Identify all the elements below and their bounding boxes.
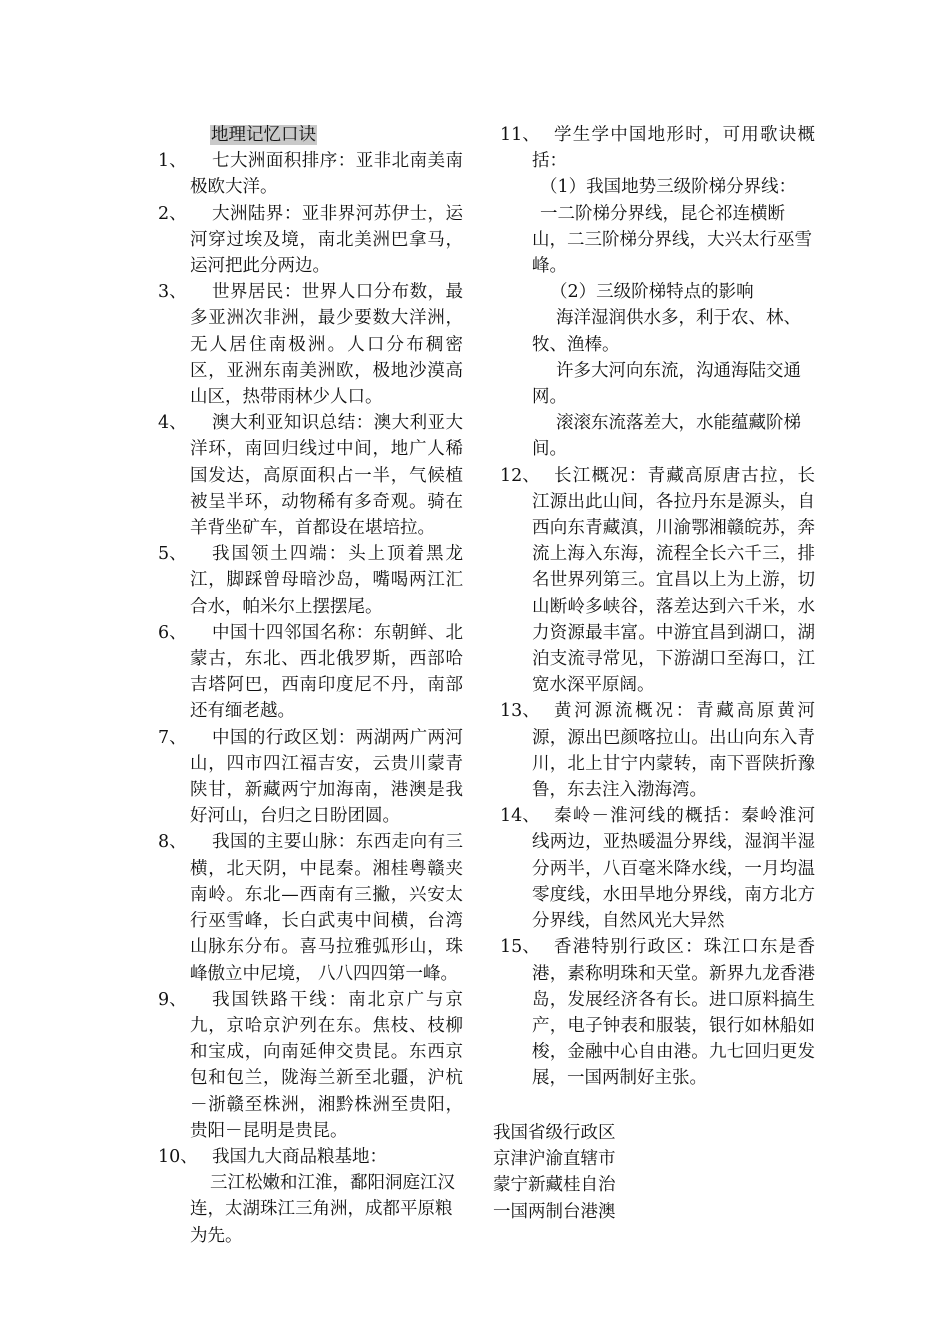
item-number: 6、 (158, 622, 187, 643)
item-number: 14、 (500, 806, 540, 827)
item-number: 12、 (500, 465, 540, 486)
item-number: 3、 (158, 282, 187, 303)
sub2-line: 滚滚东流落差大，水能蕴藏阶梯间。 (532, 413, 801, 460)
page-title: 地理记忆口诀 (211, 125, 316, 145)
item-text: 黄河源流概况：青藏高原黄河源，源出巴颜喀拉山。出山向东入青川，北上甘宁内蒙转，南下晋陕折豫鲁，东去注入渤海湾。 (532, 701, 815, 801)
list-item (500, 463, 815, 699)
left-column (158, 122, 463, 1249)
sub1-heading: （1）我国地势三级阶梯分界线： (540, 177, 797, 198)
item-text: 世界居民：世界人口分布数，最多亚洲次非洲，最少要数大洋洲，无人居住南极洲。人口分布稠密区，亚洲东南美洲欧，极地沙漠高山区，热带雨林少人口。 (190, 282, 463, 408)
item-number: 11、 (500, 125, 540, 145)
list-item (158, 148, 463, 200)
list-item (158, 725, 463, 830)
province-list (493, 1120, 616, 1225)
item-text: 长江概况：青藏高原唐古拉，长江源出此山间，各拉丹东是源头，自西向东青藏滇，川渝鄂湘赣皖苏，奔流上海入东海，流程全长六千三，排名世界列第三。宜昌以上为上游，切山断岭多峡谷，落差达到六千米，水力资源最丰富。中游宜昌到湖口，湖泊支流寻常见，下游湖口至海口，江宽水深平原阔。 (532, 465, 815, 696)
sub2-heading: （2）三级阶梯特点的影响 (550, 282, 754, 303)
list-item (158, 201, 463, 280)
list-item-10 (158, 1144, 463, 1170)
sub2-line: 许多大河向东流，沟通海陆交通网。 (532, 360, 801, 408)
right-item-list (500, 463, 815, 1092)
list-item (500, 698, 815, 803)
sub1-text: 一二阶梯分界线，昆仑祁连横断山，二三阶梯分界线，大兴太行巫雪峰。 (532, 203, 812, 277)
province-line: 蒙宁新藏桂自治 (493, 1175, 616, 1196)
item-text: 中国的行政区划：两湖两广两河山，四市四江福吉安，云贵川蒙青陕甘，新藏两宁加海南，港澳是我好河山，台归之日盼团圆。 (190, 727, 463, 827)
sub2-list (500, 305, 815, 462)
right-column (500, 122, 815, 1092)
item-heading: 我国九大商品粮基地： (212, 1146, 387, 1167)
province-lines (493, 1146, 616, 1225)
left-item-list (158, 148, 463, 1144)
item-10-text: 三江松嫩和江淮，鄱阳洞庭江汉连，太湖珠江三角洲，成都平原粮为先。 (190, 1173, 455, 1246)
item-text: 我国的主要山脉：东西走向有三横，北天阴，中昆秦。湘桂粤赣夹南岭。东北—西南有三撇，兴安太行巫雪峰，长白武夷中间横，台湾山脉东分布。喜马拉雅弧形山，珠峰傲立中尼境， 八八四四第一峰。 (190, 832, 463, 984)
item-number: 10、 (158, 1146, 198, 1167)
list-item (500, 934, 815, 1091)
province-line: 一国两制台港澳 (493, 1201, 616, 1222)
list-item-11 (500, 122, 815, 174)
item-text: 香港特别行政区：珠江口东是香港，素称明珠和天堂。新界九龙香港岛，发展经济各有长。进口原料搞生产，电子钟表和服装，银行如林船如梭，金融中心自由港。九七回归更发展，一国两制好主张。 (532, 937, 815, 1089)
item-number: 4、 (158, 413, 187, 434)
sub2-line: 海洋湿润供水多，利于农、林、牧、渔棒。 (532, 308, 801, 355)
item-text: 澳大利亚知识总结：澳大利亚大洋环，南回归线过中间，地广人稀国发达，高原面积占一半，气候植被呈半环，动物稀有多奇观。骑在羊背坐矿车，首都设在堪培拉。 (190, 413, 463, 539)
item-number: 13、 (500, 701, 540, 722)
item-text: 学生学中国地形时，可用歌诀概括： (532, 125, 815, 172)
item-text: 我国铁路干线：南北京广与京九，京哈京沪列在东。焦枝、枝柳和宝成，向南延伸交贵昆。东西京包和包兰，陇海兰新至北疆，沪杭－浙赣至株洲，湘黔株洲至贵阳，贵阳－昆明是贵昆。 (190, 989, 463, 1141)
item-number: 15、 (500, 937, 540, 958)
list-item (158, 987, 463, 1144)
list-item (158, 279, 463, 410)
province-heading: 我国省级行政区 (493, 1123, 616, 1143)
item-number: 8、 (158, 832, 187, 853)
item-number: 9、 (158, 989, 187, 1010)
item-text: 大洲陆界：亚非界河苏伊士，运河穿过埃及境，南北美洲巴拿马，运河把此分两边。 (190, 203, 463, 277)
item-text: 秦岭－淮河线的概括：秦岭淮河线两边，亚热暖温分界线，湿润半湿分两半，八百毫米降水线，一月均温零度线，水田旱地分界线，南方北方分界线，自然风光大异然 (532, 806, 815, 932)
item-text: 七大洲面积排序：亚非北南美南极欧大洋。 (190, 151, 463, 198)
item-text: 中国十四邻国名称：东朝鲜、北蒙古，东北、西北俄罗斯，西部哈吉塔阿巴，西南印度尼不丹，南部还有缅老越。 (190, 622, 463, 722)
list-item (158, 620, 463, 725)
province-line: 京津沪渝直辖市 (493, 1149, 616, 1170)
list-item (500, 803, 815, 934)
list-item (158, 829, 463, 986)
item-text: 我国领土四端：头上顶着黑龙江，脚踩曾母暗沙岛，嘴喝两江汇合水，帕米尔上摆摆尾。 (190, 544, 463, 617)
item-number: 1、 (158, 151, 187, 172)
item-number: 2、 (158, 203, 187, 224)
item-number: 5、 (158, 544, 187, 565)
item-number: 7、 (158, 727, 187, 748)
list-item (158, 541, 463, 620)
list-item (158, 410, 463, 541)
